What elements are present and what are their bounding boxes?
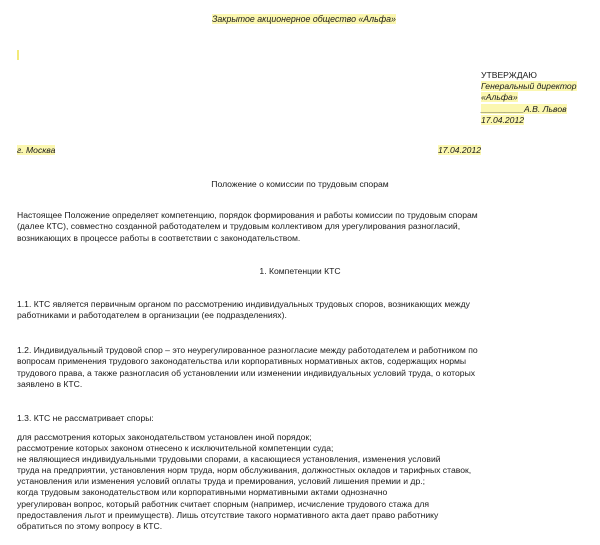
list-item: когда трудовым законодательством или корпоративными нормативными актами однозначно bbox=[17, 487, 388, 498]
approval-position: Генеральный директор bbox=[481, 81, 577, 92]
approval-heading: УТВЕРЖДАЮ bbox=[481, 70, 537, 80]
paragraph-1-3 bbox=[17, 413, 525, 424]
document-title: Положение о комиссии по трудовым спорам bbox=[211, 179, 389, 189]
document-date: 17.04.2012 bbox=[438, 145, 482, 155]
paragraph-line: 1.1. КТС является первичным органом по рассмотрению индивидуальных трудовых споров, возникающих между bbox=[17, 299, 470, 309]
paragraph-1-1 bbox=[17, 299, 525, 322]
list-item: урегулирован вопрос, который работник считает спорным (например, исчисление трудового стажа для bbox=[17, 498, 430, 509]
paragraph-line: вопросам применения трудового законодательства или корпоративных нормативных актов, содержащих нормы bbox=[17, 356, 467, 367]
paragraph-line: заявлено в КТС. bbox=[17, 378, 83, 389]
highlight-marker bbox=[17, 50, 19, 60]
approval-company: «Альфа» bbox=[481, 92, 518, 103]
list-item: предоставления льгот и преимуществ). Лишь отсутствие такого нормативного акта дает право работнику bbox=[17, 509, 439, 520]
exclusions-list bbox=[17, 432, 471, 532]
list-item: рассмотрение которых законом отнесено к исключительной компетенции суда; bbox=[17, 443, 334, 454]
paragraph-1-2 bbox=[17, 345, 525, 390]
list-item: не являющиеся индивидуальными трудовыми спорами, а касающиеся установления, изменения условий bbox=[17, 454, 441, 465]
intro-line: Настоящее Положение определяет компетенцию, порядок формирования и работы комиссии по трудовым спорам bbox=[17, 210, 478, 220]
paragraph-line: трудового права, а также разногласия об установлении или изменении индивидуальных условий труда, о которых bbox=[17, 367, 476, 378]
intro-line: (далее КТС), совместно созданной работодателем и трудовым коллективом для урегулирования разногласий, bbox=[17, 221, 461, 232]
list-item: обратиться по этому вопросу в КТС. bbox=[17, 520, 163, 531]
approval-block bbox=[481, 70, 577, 126]
list-item: для рассмотрения которых законодательством установлен иной порядок; bbox=[17, 432, 312, 442]
paragraph-line: 1.3. КТС не рассматривает споры: bbox=[17, 413, 154, 423]
paragraph-line: работниками и работодателем в организации (ее подразделениях). bbox=[17, 310, 287, 321]
approval-signature: _________А.В. Львов bbox=[481, 103, 567, 114]
paragraph-line: 1.2. Индивидуальный трудовой спор – это неурегулированное разногласие между работодателем и работником по bbox=[17, 345, 478, 355]
approval-date: 17.04.2012 bbox=[481, 114, 525, 125]
organization-name: Закрытое акционерное общество «Альфа» bbox=[212, 14, 396, 24]
intro-line: возникающих в процессе работы в соответствии с законодательством. bbox=[17, 232, 301, 243]
list-item: труда на предприятии, установления норм труда, норм обслуживания, должностных окладов и тарифных ставок, bbox=[17, 465, 472, 476]
list-item: установления или изменения условий оплаты труда и премирования, условий лишения премии и др.; bbox=[17, 476, 426, 487]
document-place: г. Москва bbox=[17, 145, 56, 155]
section-title: 1. Компетенции КТС bbox=[259, 266, 341, 276]
intro-paragraph bbox=[17, 210, 525, 244]
